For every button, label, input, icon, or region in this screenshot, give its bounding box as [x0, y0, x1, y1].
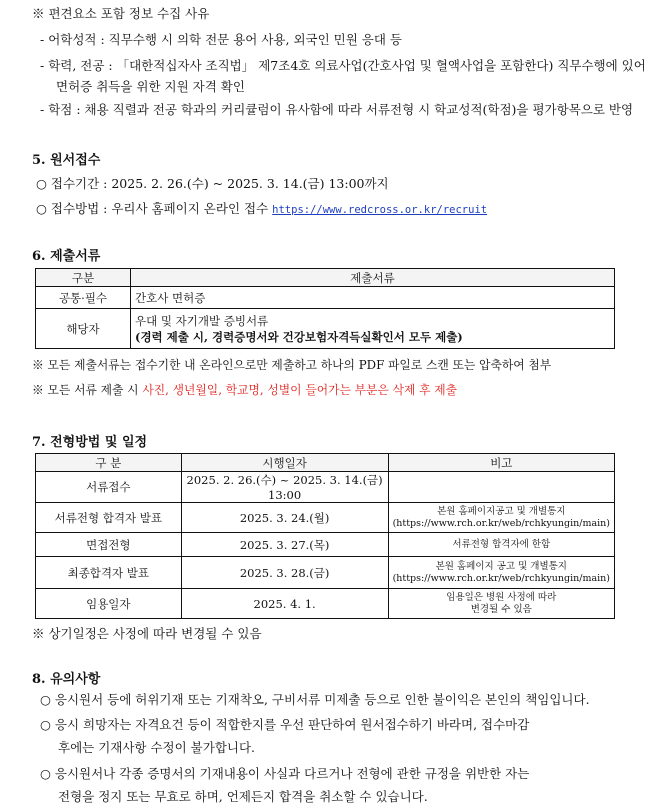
table-row	[36, 557, 615, 589]
documents-note-2-prefix: ※ 모든 서류 제출 시	[32, 383, 143, 397]
schedule-note-url: (https://www.rch.or.kr/web/rchkyungin/main)	[392, 572, 610, 584]
section-5-title: 5. 원서접수	[32, 153, 101, 168]
schedule-step: 면접전형	[36, 533, 182, 557]
schedule-note	[388, 503, 614, 533]
language-score-reason: - 어학성적 : 직무수행 시 의학 전문 용어 사용, 외국인 민원 응대 등	[40, 32, 402, 47]
doc-category: 해당자	[36, 309, 131, 349]
section-8-title: 8. 유의사항	[32, 672, 101, 687]
documents-note-1: ※ 모든 제출서류는 접수기한 내 온라인으로만 제출하고 하나의 PDF 파일로 스캔 또는 압축하여 첨부	[32, 358, 552, 372]
table-row	[36, 287, 615, 309]
schedule-step: 최종합격자 발표	[36, 557, 182, 589]
table-row	[36, 503, 615, 533]
application-method	[36, 199, 487, 217]
table-header: 제출서류	[131, 269, 615, 287]
education-reason: - 학력, 전공 : 「대한적십자사 조직법」 제7조4호 의료사업(간호사업 및 혈액사업을 포함한다) 직무수행에 있어	[40, 58, 646, 73]
schedule-note-url: (https://www.rch.or.kr/web/rchkyungin/main)	[392, 517, 610, 529]
schedule-date: 2025. 2. 26.(수) ~ 2025. 3. 14.(금) 13:00	[181, 472, 388, 503]
schedule-note	[388, 472, 614, 503]
schedule-note-footer: ※ 상기일정은 사정에 따라 변경될 수 있음	[32, 626, 262, 641]
documents-table	[35, 268, 615, 349]
table-header-row	[36, 269, 615, 287]
table-header-row	[36, 454, 615, 472]
section-6-title: 6. 제출서류	[32, 249, 101, 264]
doc-item-line-bold: (경력 제출 시, 경력증명서와 건강보험자격득실확인서 모두 제출)	[135, 329, 463, 344]
caution-line: 후에는 기재사항 수정이 불가합니다.	[58, 740, 256, 755]
table-header: 구분	[36, 269, 131, 287]
recruit-link[interactable]: https://www.redcross.or.kr/recruit	[272, 204, 488, 216]
gpa-reason: - 학점 : 채용 직렬과 전공 학과의 커리큘럼이 유사함에 따라 서류전형 시 학교성적(학점)을 평가항목으로 반영	[40, 102, 634, 117]
schedule-date: 2025. 3. 24.(월)	[181, 503, 388, 533]
sensitive-info-note: ※ 편견요소 포함 정보 수집 사유	[32, 6, 210, 21]
documents-note-2	[32, 381, 457, 398]
table-header: 구 분	[36, 454, 182, 472]
education-reason-cont: 면허증 취득을 위한 지원 자격 확인	[56, 79, 245, 94]
section-7-title: 7. 전형방법 및 일정	[32, 435, 148, 450]
schedule-date: 2025. 3. 27.(목)	[181, 533, 388, 557]
caution-line: ○ 응시원서나 각종 증명서의 기재내용이 사실과 다르거나 전형에 관한 규정을 위반한 자는	[40, 766, 530, 781]
application-method-label: ○ 접수방법 : 우리사 홈페이지 온라인 접수	[36, 201, 269, 216]
caution-line: ○ 응시원서 등에 허위기재 또는 기재착오, 구비서류 미제출 등으로 인한 불이익은 본인의 책임입니다.	[40, 692, 590, 707]
schedule-step: 서류전형 합격자 발표	[36, 503, 182, 533]
schedule-table	[35, 453, 615, 619]
schedule-step: 임용일자	[36, 589, 182, 619]
table-row	[36, 309, 615, 349]
table-row	[36, 472, 615, 503]
doc-item	[131, 309, 615, 349]
application-period: ○ 접수기간 : 2025. 2. 26.(수) ~ 2025. 3. 14.(금) 13:00까지	[36, 176, 389, 191]
table-header: 시행일자	[181, 454, 388, 472]
documents-note-2-red: 사진, 생년월일, 학교명, 성별이 들어가는 부분은 삭제 후 제출	[142, 383, 458, 397]
schedule-date: 2025. 4. 1.	[181, 589, 388, 619]
schedule-note-line: 임용일은 병원 사정에 따라	[446, 591, 557, 603]
schedule-step: 서류접수	[36, 472, 182, 503]
schedule-note-line: 본원 홈페이지 공고 및 개별통지	[435, 560, 567, 572]
schedule-note: 서류전형 합격자에 한함	[388, 533, 614, 557]
caution-line: 전형을 정지 또는 무효로 하며, 언제든지 합격을 취소할 수 있습니다.	[58, 789, 428, 804]
caution-line: ○ 응시 희망자는 자격요건 등이 적합한지를 우선 판단하여 원서접수하기 바라며, 접수마감	[40, 717, 530, 732]
table-row	[36, 533, 615, 557]
schedule-date: 2025. 3. 28.(금)	[181, 557, 388, 589]
schedule-note	[388, 589, 614, 619]
schedule-note	[388, 557, 614, 589]
doc-item-line: 우대 및 자기개발 증빙서류	[135, 313, 269, 328]
doc-category: 공통·필수	[36, 287, 131, 309]
schedule-note-line: 변경될 수 있음	[470, 603, 532, 615]
table-header: 비고	[388, 454, 614, 472]
schedule-note-line: 본원 홈페이지공고 및 개별통지	[437, 505, 566, 517]
table-row	[36, 589, 615, 619]
doc-item: 간호사 면허증	[131, 287, 615, 309]
